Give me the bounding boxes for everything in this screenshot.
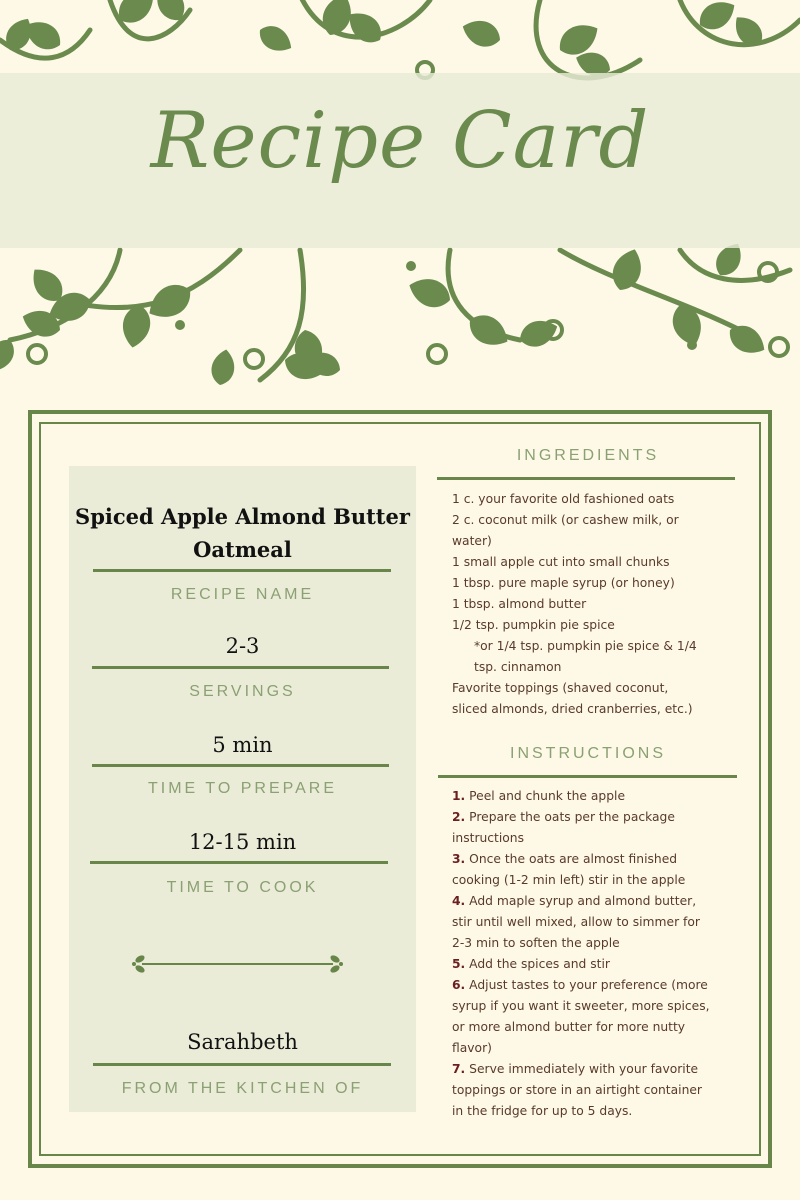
step-number: 6. xyxy=(452,978,466,992)
instruction-line xyxy=(452,1101,752,1122)
instructions-rule xyxy=(438,775,737,778)
instruction-line xyxy=(452,954,752,975)
step-number: 1. xyxy=(452,789,466,803)
instructions-heading: INSTRUCTIONS xyxy=(510,745,666,762)
instruction-line xyxy=(452,786,752,807)
step-text: flavor) xyxy=(452,1041,492,1055)
ingredient-line: 1 tbsp. almond butter xyxy=(452,597,587,611)
step-text: Adjust tastes to your preference (more xyxy=(469,978,708,992)
instruction-line xyxy=(452,1059,752,1080)
step-text: in the fridge for up to 5 days. xyxy=(452,1104,633,1118)
ingredient-line: tsp. cinnamon xyxy=(474,660,562,674)
prep-time-label: TIME TO PREPARE xyxy=(147,780,338,797)
step-text: Add the spices and stir xyxy=(469,957,610,971)
step-text: Add maple syrup and almond butter, xyxy=(469,894,697,908)
step-text: stir until well mixed, allow to simmer for xyxy=(452,915,700,929)
instruction-line xyxy=(452,870,752,891)
step-number: 5. xyxy=(452,957,466,971)
prep-time-value: 5 min xyxy=(212,733,273,757)
instruction-line xyxy=(452,975,752,996)
recipe-name: Spiced Apple Almond Butter Oatmeal xyxy=(75,504,410,562)
ornamental-divider xyxy=(130,950,345,980)
instruction-line xyxy=(452,1017,752,1038)
ingredient-line: sliced almonds, dried cranberries, etc.) xyxy=(452,702,693,716)
cook-time-label: TIME TO COOK xyxy=(166,879,319,896)
prep-time-rule xyxy=(92,764,389,767)
instruction-line xyxy=(452,1080,752,1101)
instruction-line xyxy=(452,1038,752,1059)
instruction-line xyxy=(452,996,752,1017)
page-title: Recipe Card xyxy=(150,96,650,186)
author-value: Sarahbeth xyxy=(187,1030,298,1054)
recipe-name-rule xyxy=(93,569,391,572)
instruction-line xyxy=(452,933,752,954)
ingredient-line: Favorite toppings (shaved coconut, xyxy=(452,681,669,695)
servings-label: SERVINGS xyxy=(189,683,296,700)
step-number: 4. xyxy=(452,894,466,908)
ingredient-line: 1/2 tsp. pumpkin pie spice xyxy=(452,618,615,632)
step-text: Peel and chunk the apple xyxy=(469,789,626,803)
instruction-line xyxy=(452,807,752,828)
servings-value: 2-3 xyxy=(225,634,260,658)
cook-time-value: 12-15 min xyxy=(188,830,297,854)
step-number: 7. xyxy=(452,1062,466,1076)
servings-rule xyxy=(92,666,389,669)
instruction-line xyxy=(452,828,752,849)
step-text: or more almond butter for more nutty xyxy=(452,1020,686,1034)
step-number: 2. xyxy=(452,810,466,824)
step-number: 3. xyxy=(452,852,466,866)
instructions-list xyxy=(452,786,752,1122)
step-text: Once the oats are almost finished xyxy=(469,852,678,866)
ingredient-line: 1 small apple cut into small chunks xyxy=(452,555,670,569)
step-text: cooking (1-2 min left) stir in the apple xyxy=(452,873,686,887)
instruction-line xyxy=(452,891,752,912)
instruction-line xyxy=(452,849,752,870)
author-label: FROM THE KITCHEN OF xyxy=(121,1080,364,1097)
ingredients-heading: INGREDIENTS xyxy=(516,447,660,464)
ingredient-line: *or 1/4 tsp. pumpkin pie spice & 1/4 xyxy=(474,639,697,653)
ingredients-rule xyxy=(437,477,735,480)
ingredient-line: water) xyxy=(452,534,492,548)
instruction-line xyxy=(452,912,752,933)
step-text: 2-3 min to soften the apple xyxy=(452,936,620,950)
ingredients-list xyxy=(452,489,752,720)
author-rule xyxy=(93,1063,391,1066)
step-text: toppings or store in an airtight container xyxy=(452,1083,702,1097)
step-text: instructions xyxy=(452,831,525,845)
step-text: Prepare the oats per the package xyxy=(469,810,675,824)
recipe-name-label: RECIPE NAME xyxy=(170,586,315,603)
ingredient-line: 2 c. coconut milk (or cashew milk, or xyxy=(452,513,679,527)
cook-time-rule xyxy=(90,861,388,864)
ingredient-line: 1 c. your favorite old fashioned oats xyxy=(452,492,675,506)
step-text: syrup if you want it sweeter, more spices, xyxy=(452,999,710,1013)
ingredient-line: 1 tbsp. pure maple syrup (or honey) xyxy=(452,576,675,590)
step-text: Serve immediately with your favorite xyxy=(469,1062,699,1076)
